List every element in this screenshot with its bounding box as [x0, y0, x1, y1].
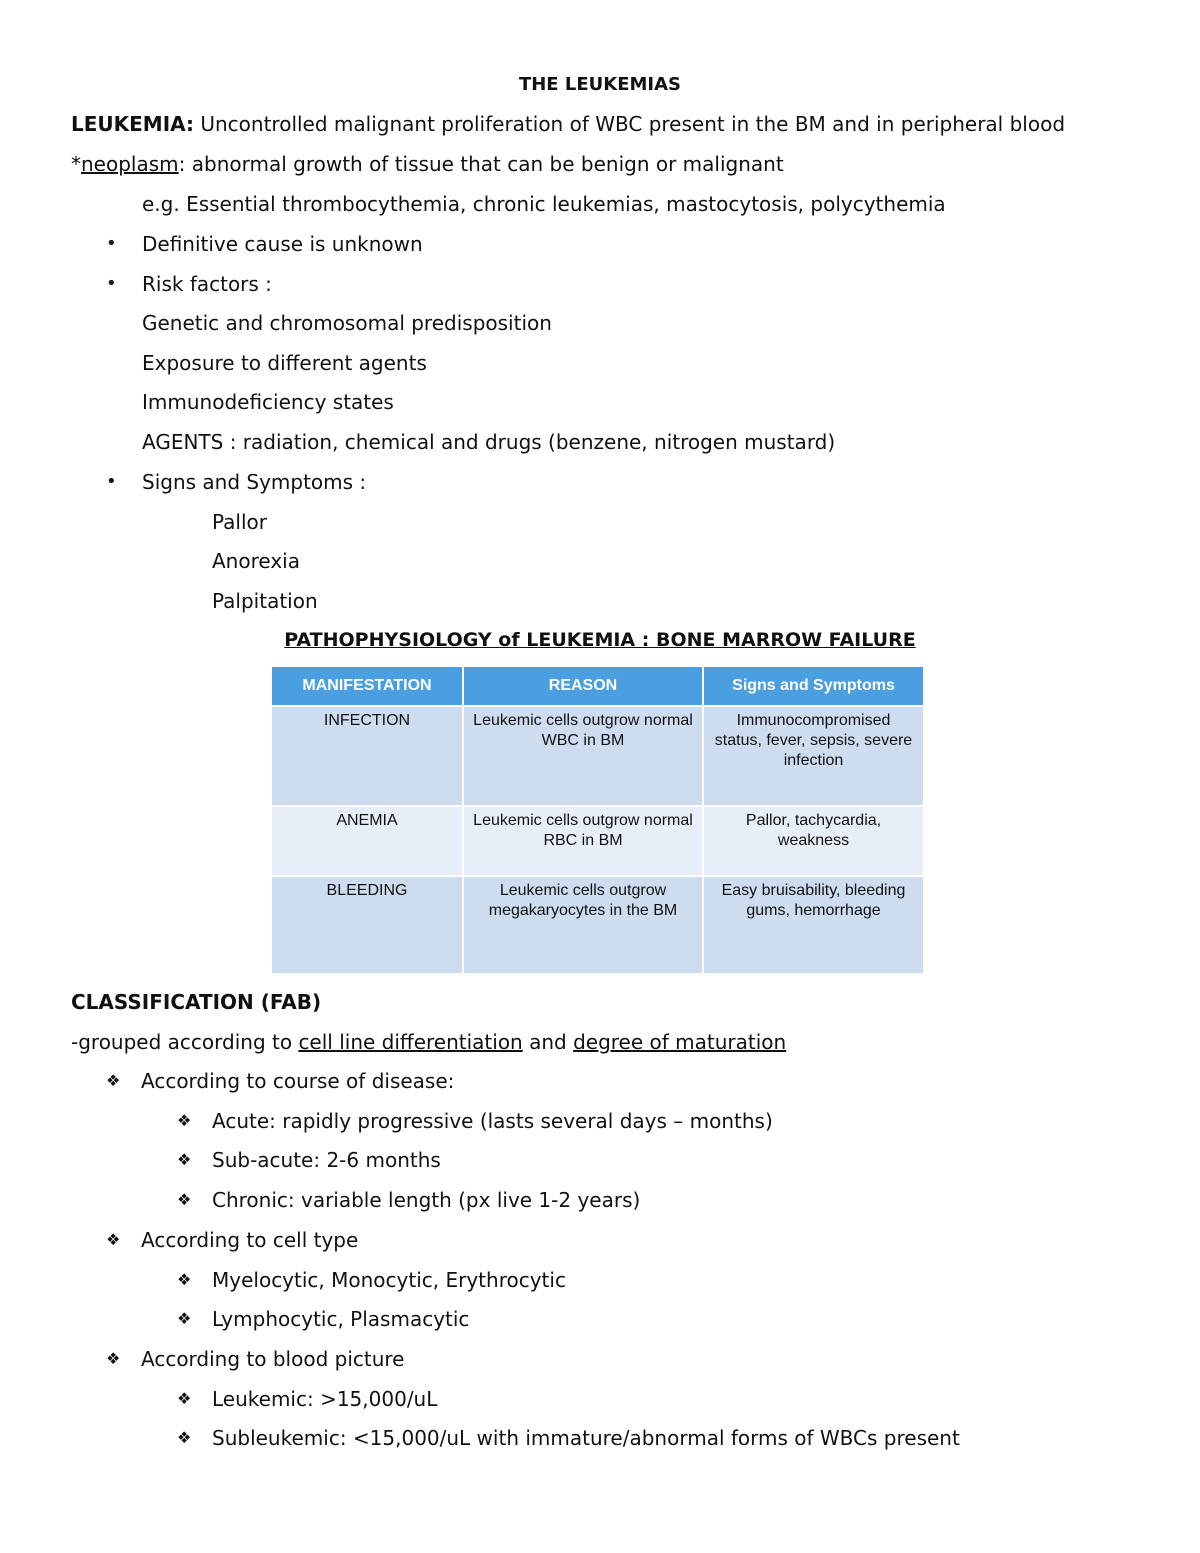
- neoplasm-example: e.g. Essential thrombocythemia, chronic leukemias, mastocytosis, polycythemia: [142, 192, 946, 216]
- bullet-icon: •: [106, 233, 117, 254]
- table-row: [272, 876, 923, 974]
- header-manifestation: MANIFESTATION: [272, 667, 463, 706]
- bullet-icon: •: [106, 273, 117, 294]
- leukemia-definition: [71, 111, 1065, 137]
- diamond-bullet-icon: ❖: [177, 1428, 192, 1447]
- diamond-bullet-icon: ❖: [177, 1309, 192, 1328]
- manifestation-cell: BLEEDING: [272, 876, 463, 974]
- reason-cell: Leukemic cells outgrow normal RBC in BM: [463, 806, 703, 876]
- classification-intro: [71, 1029, 786, 1055]
- celltype-item: Myelocytic, Monocytic, Erythrocytic: [212, 1268, 566, 1292]
- diamond-bullet-icon: ❖: [106, 1349, 121, 1368]
- table-row: [272, 706, 923, 806]
- patho-table: [272, 667, 923, 975]
- sign-item: Anorexia: [212, 549, 300, 573]
- course-item: Acute: rapidly progressive (lasts several days – months): [212, 1109, 773, 1133]
- intro-mid: and: [522, 1030, 574, 1054]
- signs-cell: Pallor, tachycardia, weakness: [703, 806, 923, 876]
- celltype-label: According to cell type: [141, 1228, 359, 1252]
- manifestation-cell: ANEMIA: [272, 806, 463, 876]
- course-label: According to course of disease:: [141, 1069, 455, 1093]
- signs-cell: Easy bruisability, bleeding gums, hemorrhage: [703, 876, 923, 974]
- diamond-bullet-icon: ❖: [177, 1150, 192, 1169]
- diamond-bullet-icon: ❖: [177, 1190, 192, 1209]
- page-title: THE LEUKEMIAS: [518, 74, 682, 95]
- course-item: Sub-acute: 2-6 months: [212, 1148, 441, 1172]
- table-header-row: [272, 667, 923, 706]
- leukemia-term: LEUKEMIA:: [71, 112, 194, 136]
- signs-label: Signs and Symptoms :: [142, 470, 367, 494]
- diamond-bullet-icon: ❖: [106, 1071, 121, 1090]
- leukemia-definition-text: Uncontrolled malignant proliferation of WBC present in the BM and in peripheral blood: [194, 112, 1066, 136]
- neoplasm-definition: [71, 151, 784, 177]
- blood-label: According to blood picture: [141, 1347, 405, 1371]
- blood-item: Subleukemic: <15,000/uL with immature/abnormal forms of WBCs present: [212, 1426, 960, 1450]
- manifestation-cell: INFECTION: [272, 706, 463, 806]
- diamond-bullet-icon: ❖: [177, 1111, 192, 1130]
- intro-term-maturation: degree of maturation: [573, 1030, 787, 1054]
- risk-factor-item: Exposure to different agents: [142, 351, 427, 375]
- table-row: [272, 806, 923, 876]
- risk-factor-item: AGENTS : radiation, chemical and drugs (benzene, nitrogen mustard): [142, 430, 836, 454]
- neoplasm-prefix: *: [71, 152, 81, 176]
- risk-factors-label: Risk factors :: [142, 272, 272, 296]
- diamond-bullet-icon: ❖: [177, 1389, 192, 1408]
- cause-item: Definitive cause is unknown: [142, 232, 423, 256]
- sign-item: Palpitation: [212, 589, 318, 613]
- reason-cell: Leukemic cells outgrow normal WBC in BM: [463, 706, 703, 806]
- intro-term-differentiation: cell line differentiation: [298, 1030, 523, 1054]
- celltype-item: Lymphocytic, Plasmacytic: [212, 1307, 470, 1331]
- blood-item: Leukemic: >15,000/uL: [212, 1387, 438, 1411]
- course-item: Chronic: variable length (px live 1-2 years): [212, 1188, 641, 1212]
- risk-factor-item: Genetic and chromosomal predisposition: [142, 311, 552, 335]
- header-reason: REASON: [463, 667, 703, 706]
- diamond-bullet-icon: ❖: [177, 1270, 192, 1289]
- neoplasm-text: : abnormal growth of tissue that can be benign or malignant: [178, 152, 784, 176]
- risk-factor-item: Immunodeficiency states: [142, 390, 394, 414]
- neoplasm-term: neoplasm: [81, 152, 179, 176]
- sign-item: Pallor: [212, 510, 267, 534]
- classification-title: CLASSIFICATION (FAB): [71, 990, 322, 1014]
- patho-title: PATHOPHYSIOLOGY of LEUKEMIA : BONE MARROW FAILURE: [284, 629, 916, 651]
- diamond-bullet-icon: ❖: [106, 1230, 121, 1249]
- intro-prefix: -grouped according to: [71, 1030, 299, 1054]
- signs-cell: Immunocompromised status, fever, sepsis, severe infection: [703, 706, 923, 806]
- header-signs: Signs and Symptoms: [703, 667, 923, 706]
- bullet-icon: •: [106, 471, 117, 492]
- reason-cell: Leukemic cells outgrow megakaryocytes in the BM: [463, 876, 703, 974]
